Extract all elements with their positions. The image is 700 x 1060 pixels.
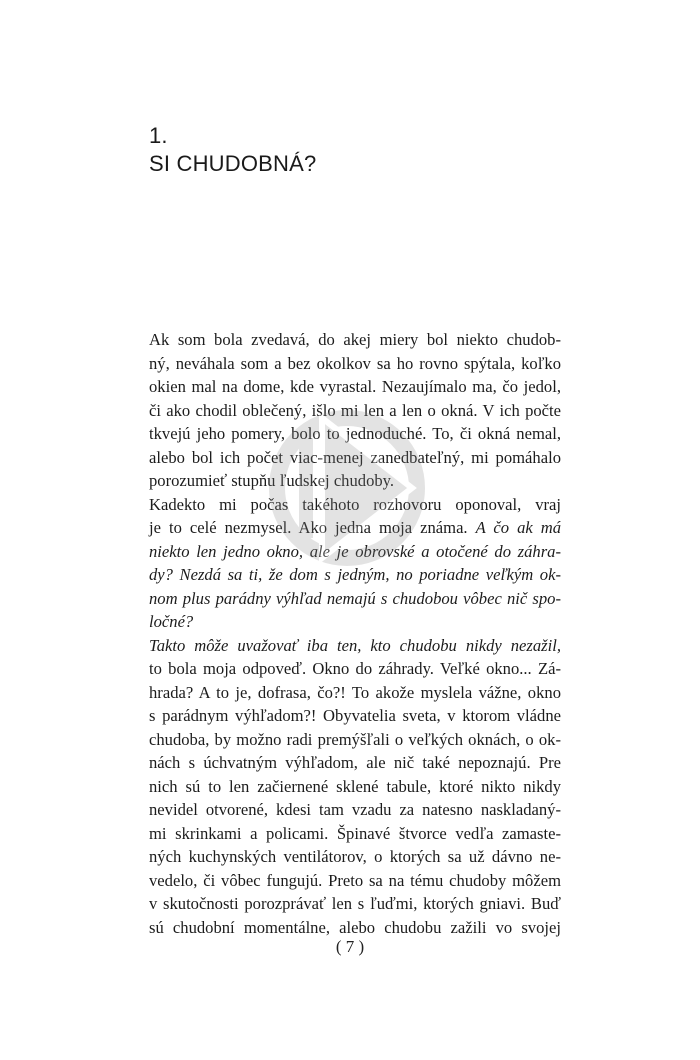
text-line: [149, 587, 561, 611]
text-segment: chudoba, by možno radi premýšľali o veľkých oknách, o ok-: [149, 729, 561, 749]
text-line: [149, 399, 561, 423]
text-segment: ný, neváhala som a bez okolkov sa ho rovno spýtala, koľko: [149, 353, 561, 373]
text-line: [149, 493, 561, 517]
text-segment: Ak som bola zvedavá, do akej miery bol niekto chudob-: [149, 330, 561, 349]
text-segment: hrada? A to je, dofrasa, čo?! To akože myslela vážne, okno: [149, 682, 561, 702]
text-line: [149, 328, 561, 352]
text-segment: nich sú to len začiernené sklené tabule, ktoré nikto nikdy: [149, 776, 561, 796]
text-segment: tkvejú jeho pomery, bolo to jednoduché. To, či okná nemal,: [149, 424, 561, 443]
text-segment: okien mal na dome, kde vyrastal. Nezaujímalo ma, čo jedol,: [149, 377, 561, 396]
italic-segment: A čo ak má: [475, 518, 561, 537]
text-line: [149, 375, 561, 399]
text-segment: mi skrinkami a policami. Špinavé štvorce vedľa zamaste-: [149, 823, 561, 843]
text-line: [149, 845, 561, 869]
text-segment: v skutočnosti porozprávať len s ľuďmi, ktorých gniavi. Buď: [149, 894, 561, 913]
italic-segment: Takto môže uvažovať iba ten, kto chudobu nikdy nezažil,: [149, 635, 561, 655]
text-segment: to bola moja odpoveď. Okno do záhrady. Veľké okno... Zá-: [149, 659, 561, 678]
italic-segment: dy? Nezdá sa ti, že dom s jedným, no poriadne veľkým ok-: [149, 565, 561, 584]
text-line: [149, 916, 561, 940]
text-segment: Kadekto mi počas takéhoto rozhovoru oponoval, vraj: [149, 494, 561, 514]
text-segment: vedelo, či vôbec fungujú. Preto sa na tému chudoby môžem: [149, 870, 561, 890]
text-line: [149, 869, 561, 893]
page-number: ( 7 ): [335, 937, 365, 956]
text-line: [149, 798, 561, 822]
italic-segment: ločné?: [149, 612, 194, 631]
text-line: [149, 634, 561, 658]
text-line: [149, 446, 561, 470]
text-segment: nách s úchvatným výhľadom, ale nič také nepoznajú. Pre: [149, 753, 561, 772]
text-segment: nevidel otvorené, kdesi tam vzadu za natesno naskladaný-: [149, 800, 561, 819]
chapter-heading: [149, 122, 316, 178]
text-line: [149, 892, 561, 916]
text-line: [149, 657, 561, 681]
text-line: [149, 422, 561, 446]
text-segment: alebo bol ich počet viac-menej zanedbateľný, mi pomáhalo: [149, 447, 561, 467]
text-line: [149, 681, 561, 705]
text-line: [149, 822, 561, 846]
text-segment: s parádnym výhľadom?! Obyvatelia sveta, v ktorom vládne: [149, 706, 561, 725]
text-segment: sú chudobní momentálne, alebo chudobu zažili vo svojej: [149, 917, 561, 937]
text-segment: porozumieť stupňu ľudskej chudoby.: [149, 471, 395, 490]
text-line: [149, 540, 561, 564]
text-line: [149, 563, 561, 587]
chapter-number: 1.: [149, 123, 168, 148]
text-line: [149, 610, 561, 634]
body-text: [149, 328, 561, 939]
text-line: [149, 751, 561, 775]
text-segment: je to celé nezmysel. Ako jedna moja známa.: [149, 518, 476, 537]
text-line: [149, 775, 561, 799]
italic-segment: niekto len jedno okno, ale je obrovské a otočené do záhra-: [149, 541, 561, 561]
text-segment: či ako chodil oblečený, išlo mi len a len o okná. V ich počte: [149, 400, 561, 420]
text-line: [149, 728, 561, 752]
chapter-title: SI CHUDOBNÁ?: [149, 151, 317, 176]
italic-segment: nom plus parádny výhľad nemajú s chudobou vôbec nič spo-: [149, 588, 561, 608]
text-segment: ných kuchynských ventilátorov, o ktorých sa už dávno ne-: [149, 847, 561, 866]
text-line: [149, 352, 561, 376]
text-line: [149, 516, 561, 540]
text-line: [149, 469, 561, 493]
text-line: [149, 704, 561, 728]
